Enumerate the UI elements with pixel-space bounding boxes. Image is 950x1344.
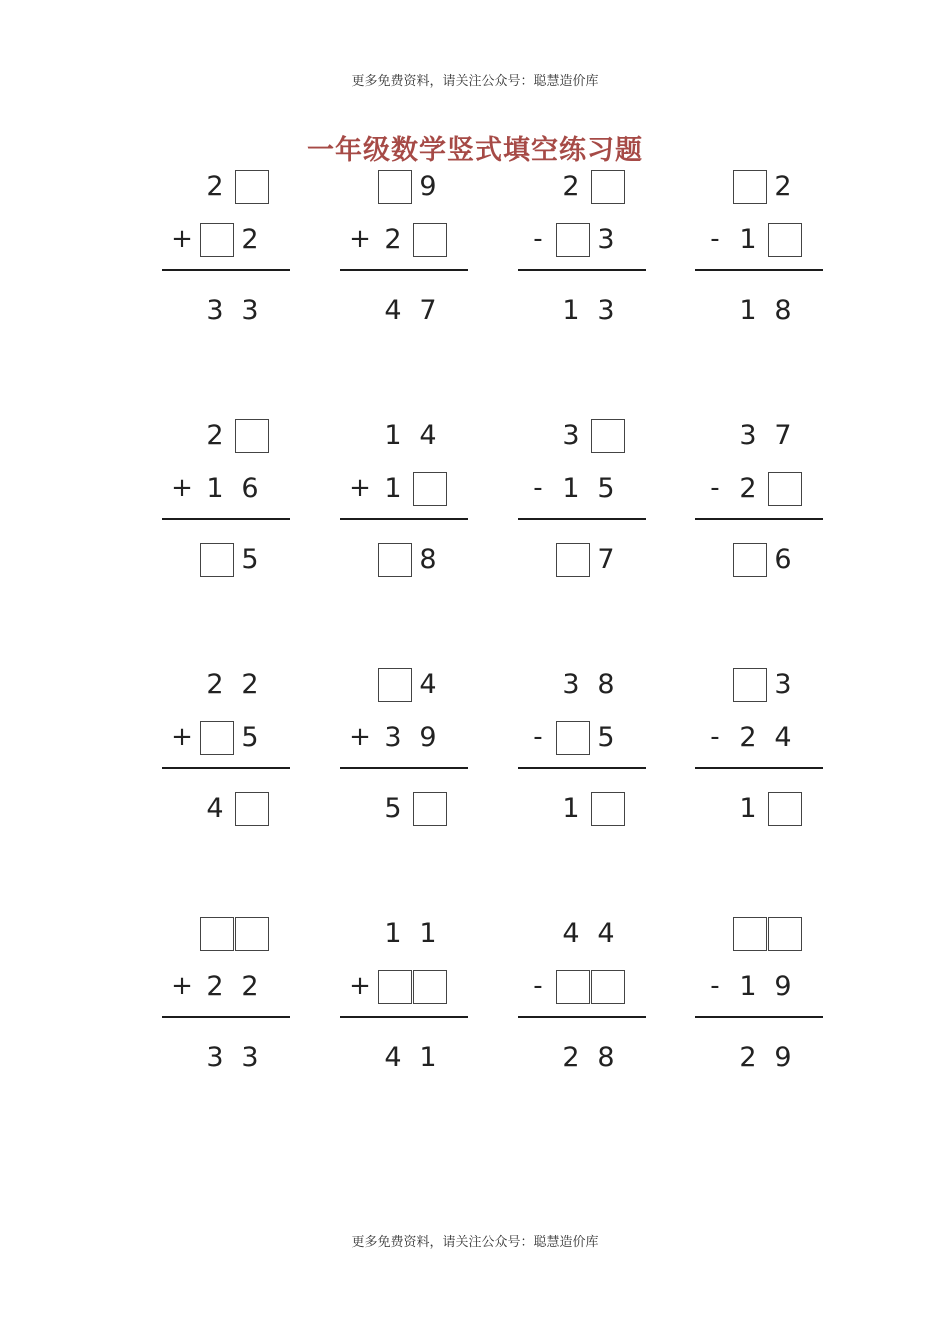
answer-box[interactable] [556,543,590,577]
sum-line [518,1016,646,1018]
top-digit: 3 [739,420,757,451]
top-digit: 2 [206,669,224,700]
top-digit: 1 [384,420,402,451]
answer-box[interactable] [591,170,625,204]
header-note: 更多免费资料，请关注公众号：聪慧造价库 [351,74,599,89]
answer-box[interactable] [413,792,447,826]
answer-box[interactable] [768,472,802,506]
result-digit: 8 [597,1042,615,1073]
result-digit: 1 [562,295,580,326]
answer-box[interactable] [235,792,269,826]
bottom-digit: 2 [241,224,259,255]
result-digit: 1 [739,295,757,326]
bottom-digit: 2 [739,473,757,504]
answer-box[interactable] [556,223,590,257]
problem [695,417,825,607]
top-digit: 4 [419,669,437,700]
answer-box[interactable] [768,917,802,951]
sum-line [162,269,290,271]
problem [340,417,470,607]
answer-box[interactable] [733,170,767,204]
result-digit: 5 [384,793,402,824]
problem [162,168,292,358]
bottom-digit: 3 [597,224,615,255]
plus-sign: + [171,224,193,254]
top-digit: 3 [562,669,580,700]
result-digit: 2 [739,1042,757,1073]
sum-line [340,269,468,271]
answer-box[interactable] [733,543,767,577]
plus-sign: + [349,722,371,752]
plus-sign: + [349,224,371,254]
top-digit: 2 [562,171,580,202]
problem [518,168,648,358]
sum-line [162,1016,290,1018]
problem [695,666,825,856]
answer-box[interactable] [235,419,269,453]
answer-box[interactable] [378,170,412,204]
result-digit: 4 [384,1042,402,1073]
sum-line [518,269,646,271]
footer-note: 更多免费资料，请关注公众号：聪慧造价库 [351,1235,599,1250]
answer-box[interactable] [556,970,590,1004]
sum-line [340,1016,468,1018]
problem [162,915,292,1105]
sum-line [695,767,823,769]
top-digit: 2 [206,420,224,451]
problem [518,666,648,856]
top-digit: 8 [597,669,615,700]
top-digit: 3 [774,669,792,700]
sum-line [162,518,290,520]
problem [162,417,292,607]
answer-box[interactable] [591,792,625,826]
sum-line [340,518,468,520]
bottom-digit: 6 [241,473,259,504]
minus-sign: - [710,971,720,1001]
result-digit: 3 [597,295,615,326]
minus-sign: - [533,224,543,254]
result-digit: 2 [562,1042,580,1073]
answer-box[interactable] [200,543,234,577]
answer-box[interactable] [200,721,234,755]
result-digit: 7 [419,295,437,326]
plus-sign: + [171,722,193,752]
bottom-digit: 2 [241,971,259,1002]
answer-box[interactable] [556,721,590,755]
minus-sign: - [710,473,720,503]
bottom-digit: 3 [384,722,402,753]
result-digit: 7 [597,544,615,575]
bottom-digit: 2 [384,224,402,255]
minus-sign: - [710,224,720,254]
bottom-digit: 1 [206,473,224,504]
top-digit: 4 [597,918,615,949]
minus-sign: - [533,722,543,752]
result-digit: 1 [419,1042,437,1073]
top-digit: 2 [774,171,792,202]
result-digit: 8 [419,544,437,575]
sum-line [340,767,468,769]
result-digit: 9 [774,1042,792,1073]
answer-box[interactable] [733,668,767,702]
result-digit: 1 [739,793,757,824]
top-digit: 3 [562,420,580,451]
result-digit: 3 [241,295,259,326]
sum-line [518,767,646,769]
sum-line [162,767,290,769]
answer-box[interactable] [200,223,234,257]
bottom-digit: 1 [739,971,757,1002]
minus-sign: - [710,722,720,752]
result-digit: 6 [774,544,792,575]
bottom-digit: 9 [774,971,792,1002]
plus-sign: + [171,971,193,1001]
sum-line [518,518,646,520]
sum-line [695,1016,823,1018]
answer-box[interactable] [235,917,269,951]
plus-sign: + [349,971,371,1001]
sum-line [695,518,823,520]
problem [340,168,470,358]
answer-box[interactable] [235,170,269,204]
problem [340,666,470,856]
bottom-digit: 2 [739,722,757,753]
result-digit: 3 [206,1042,224,1073]
answer-box[interactable] [591,419,625,453]
bottom-digit: 1 [739,224,757,255]
page-title: 一年级数学竖式填空练习题 [307,135,643,166]
bottom-digit: 5 [241,722,259,753]
answer-box[interactable] [768,792,802,826]
problem [695,915,825,1105]
answer-box[interactable] [200,917,234,951]
bottom-digit: 4 [774,722,792,753]
answer-box[interactable] [413,472,447,506]
minus-sign: - [533,971,543,1001]
problem [162,666,292,856]
top-digit: 2 [206,171,224,202]
result-digit: 5 [241,544,259,575]
bottom-digit: 1 [384,473,402,504]
answer-box[interactable] [591,970,625,1004]
top-digit: 9 [419,171,437,202]
answer-box[interactable] [733,917,767,951]
problem [340,915,470,1105]
answer-box[interactable] [768,223,802,257]
top-digit: 2 [241,669,259,700]
bottom-digit: 5 [597,473,615,504]
plus-sign: + [349,473,371,503]
top-digit: 4 [419,420,437,451]
answer-box[interactable] [413,970,447,1004]
answer-box[interactable] [413,223,447,257]
top-digit: 7 [774,420,792,451]
answer-box[interactable] [378,543,412,577]
result-digit: 1 [562,793,580,824]
result-digit: 8 [774,295,792,326]
sum-line [695,269,823,271]
plus-sign: + [171,473,193,503]
top-digit: 4 [562,918,580,949]
answer-box[interactable] [378,668,412,702]
bottom-digit: 9 [419,722,437,753]
result-digit: 3 [241,1042,259,1073]
problem [518,417,648,607]
result-digit: 4 [206,793,224,824]
top-digit: 1 [419,918,437,949]
problem [695,168,825,358]
bottom-digit: 2 [206,971,224,1002]
bottom-digit: 1 [562,473,580,504]
problem [518,915,648,1105]
result-digit: 3 [206,295,224,326]
minus-sign: - [533,473,543,503]
result-digit: 4 [384,295,402,326]
bottom-digit: 5 [597,722,615,753]
top-digit: 1 [384,918,402,949]
answer-box[interactable] [378,970,412,1004]
